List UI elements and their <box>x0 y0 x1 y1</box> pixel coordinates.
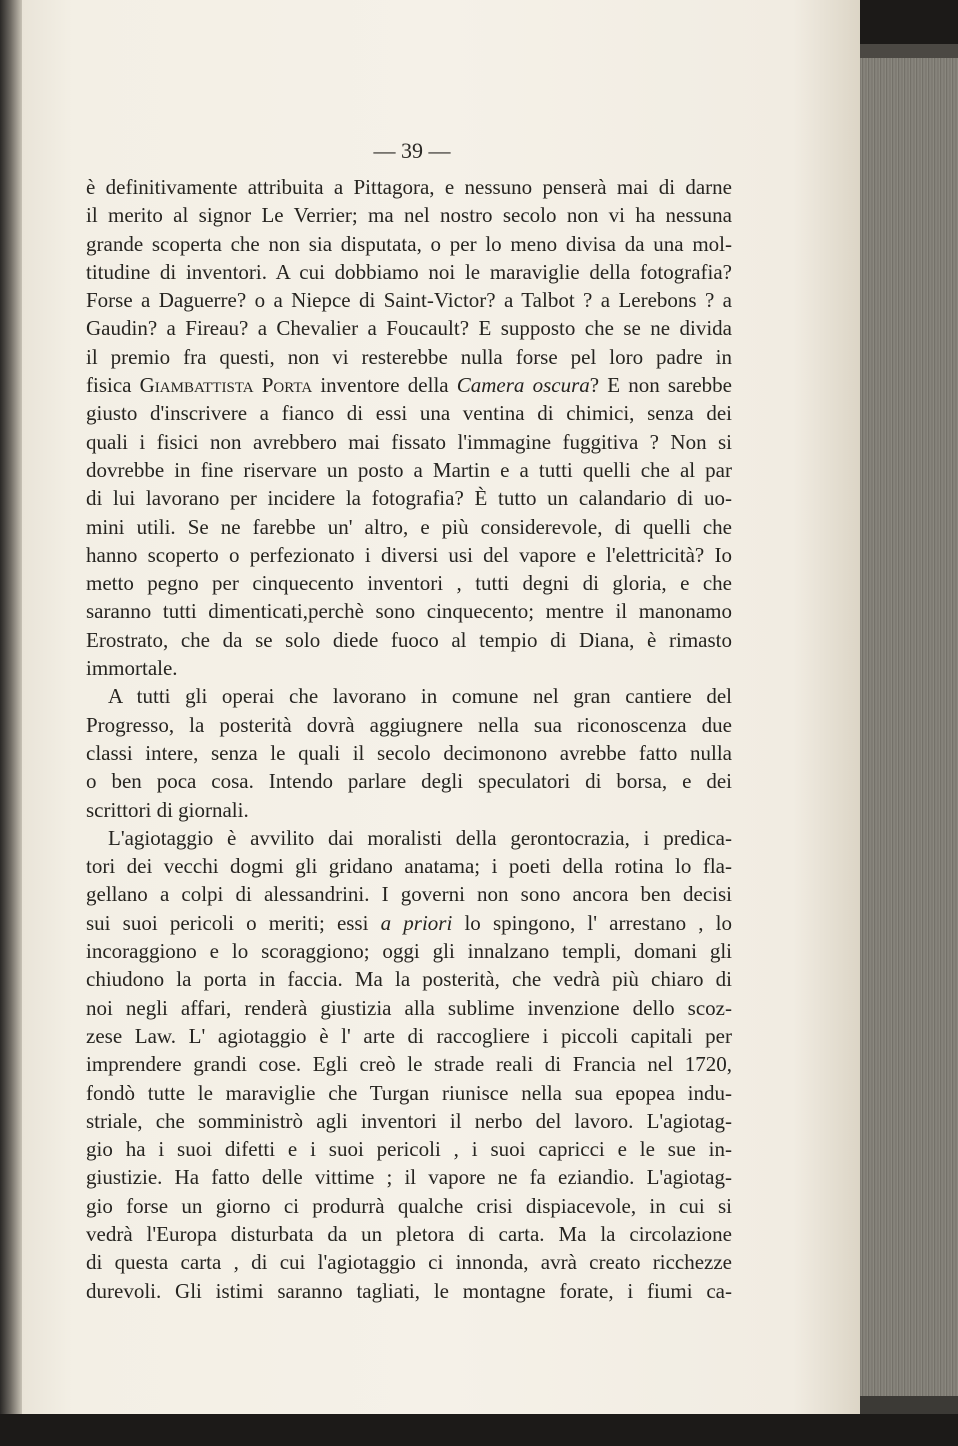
text-span: lo spingono, l' arrestano , lo <box>452 910 733 935</box>
text-line: A tutti gli operai che lavorano in comune nel gran cantiere del <box>108 684 732 709</box>
text-line: grande scoperta che non sia disputata, o per lo meno divisa da una mol- <box>86 231 732 256</box>
text-line: striale, che somministrò agli inventori il nerbo del lavoro. L'agiotag- <box>86 1108 732 1133</box>
small-caps-name: Giambattista Porta <box>139 373 313 398</box>
text-span: ? E non sarebbe <box>589 373 732 398</box>
text-line: o ben poca cosa. Intendo parlare degli speculatori di borsa, e dei <box>86 769 732 794</box>
text-line: di questa carta , di cui l'agiotaggio ci innonda, avrà creato ricchezze <box>86 1250 732 1275</box>
fore-edge-shadow-bottom <box>850 1396 958 1414</box>
text-line: metto pegno per cinquecento inventori , tutti degni di gloria, e che <box>86 571 732 596</box>
text-line: durevoli. Gli istimi saranno tagliati, le montagne forate, i fiumi ca- <box>86 1278 732 1303</box>
text-line: L'agiotaggio è avvilito dai moralisti della gerontocrazia, i predica- <box>108 825 732 850</box>
text-line: mini utili. Se ne farebbe un' altro, e più considerevole, di quelli che <box>86 514 732 539</box>
italic-phrase: a priori <box>380 910 453 935</box>
text-span: fisica <box>86 373 140 398</box>
text-line: è definitivamente attribuita a Pittagora, e nessuno penserà mai di darne <box>86 175 732 199</box>
text-line: titudine di inventori. A cui dobbiamo noi le maraviglie della fotografia? <box>86 259 732 284</box>
text-line <box>86 371 732 399</box>
fore-edge-shadow-top <box>850 44 958 58</box>
text-line: Forse a Daguerre? o a Niepce di Saint-Victor? a Talbot ? a Lerebons ? a <box>86 288 732 313</box>
text-line: giustizie. Ha fatto delle vittime ; il vapore ne fa eziandio. L'agiotag- <box>86 1165 732 1190</box>
body-text <box>86 173 732 1305</box>
text-line: noi negli affari, renderà giustizia alla sublime invenzione dello scoz- <box>86 995 732 1020</box>
text-span: inventore della <box>312 373 457 398</box>
text-line: saranno tutti dimenticati,perchè sono cinquecento; mentre il manonamo <box>86 599 732 624</box>
text-line <box>86 909 732 937</box>
text-line: classi intere, senza le quali il secolo decimonono avrebbe fatto nulla <box>86 740 732 765</box>
text-line: Erostrato, che da se solo diede fuoco al tempio di Diana, è rimasto <box>86 627 732 652</box>
text-line: immortale. <box>86 656 178 681</box>
book-fore-edge <box>848 44 958 1414</box>
text-line: hanno scoperto o perfezionato i diversi usi del vapore e l'elettricità? Io <box>86 542 732 567</box>
text-line: scrittori di giornali. <box>86 797 249 822</box>
text-line: giusto d'inscrivere a fianco di essi una ventina di chimici, senza dei <box>86 401 732 426</box>
bottom-shadow <box>0 1414 958 1446</box>
text-line: dovrebbe in fine riservare un posto a Martin e a tutti quelli che al par <box>86 457 732 482</box>
text-line: di lui lavorano per incidere la fotografia? È tutto un calandario di uo- <box>86 486 732 511</box>
page <box>22 0 860 1446</box>
text-line: incoraggiono e lo scoraggiono; oggi gli innalzano templi, domani gli <box>86 939 732 964</box>
text-line: imprendere grandi cose. Egli creò le strade reali di Francia nel 1720, <box>86 1052 732 1077</box>
text-line: fondò tutte le maraviglie che Turgan riunisce nella sua epopea indu- <box>86 1080 732 1105</box>
text-line: Gaudin? a Fireau? a Chevalier a Foucault? E supposto che se ne divida <box>86 316 732 341</box>
text-line: Progresso, la posterità dovrà aggiugnere nella sua riconoscenza due <box>86 712 732 737</box>
text-line: gio ha i suoi difetti e i suoi pericoli , i suoi capricci e le sue in- <box>86 1137 732 1162</box>
text-line: tori dei vecchi dogmi gli gridano anatama; i poeti della rotina lo fla- <box>86 854 732 879</box>
text-line: quali i fisici non avrebbero mai fissato l'immagine fuggitiva ? Non si <box>86 429 732 454</box>
text-line: il premio fra questi, non vi resterebbe nulla forse pel loro padre in <box>86 344 732 369</box>
text-line: zese Law. L' agiotaggio è l' arte di raccogliere i piccoli capitali per <box>86 1023 732 1048</box>
text-line: gio forse un giorno ci produrrà qualche crisi dispiacevole, in cui si <box>86 1193 732 1218</box>
text-line: il merito al signor Le Verrier; ma nel nostro secolo non vi ha nessuna <box>86 203 732 228</box>
page-number: — 39 — <box>373 138 451 163</box>
italic-phrase: Camera oscura <box>456 373 590 398</box>
text-line: chiudono la porta in faccia. Ma la posterità, che vedrà più chiaro di <box>86 967 732 992</box>
text-line: gellano a colpi di alessandrini. I governi non sono ancora ben decisi <box>86 882 732 907</box>
text-line: vedrà l'Europa disturbata da un pletora di carta. Ma la circolazione <box>86 1221 732 1246</box>
text-span: sui suoi pericoli o meriti; essi <box>86 910 381 935</box>
